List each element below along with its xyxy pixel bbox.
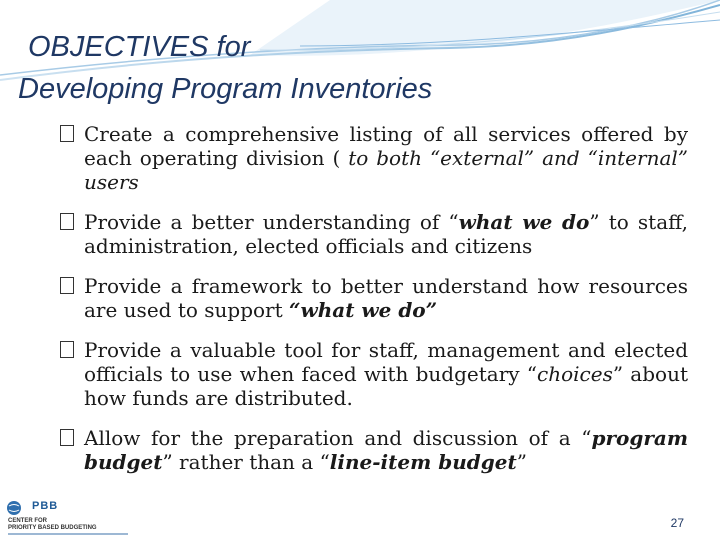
objective-item <box>60 210 688 258</box>
pbb-logo <box>4 498 144 538</box>
objective-text-segment: line-item budget <box>329 450 517 474</box>
objective-text-segment: what we do <box>458 210 590 234</box>
objectives-list <box>60 122 688 490</box>
objective-text-segment: choices <box>537 362 613 386</box>
objective-text-segment: Provide a framework to better understand how resources are used to support <box>84 274 688 322</box>
objective-text-segment: Allow for the preparation and discussion of a “ <box>84 426 592 450</box>
objective-text-segment: ” about how funds are distributed. <box>84 362 688 410</box>
slide-title <box>18 26 432 110</box>
objective-text-segment: Provide a valuable tool for staff, management and elected officials to use when faced with budgetary “ <box>84 338 688 386</box>
objective-item <box>60 426 688 474</box>
objective-item <box>60 274 688 322</box>
bullet-marker-icon <box>60 213 74 230</box>
objective-text-segment: ” <box>516 450 527 474</box>
objective-text-segment: to both “external” and “internal” users <box>84 146 688 194</box>
objective-item <box>60 338 688 410</box>
objective-text-segment: Provide a better understanding of “ <box>84 210 459 234</box>
logo-tagline-bar <box>8 533 128 535</box>
logo-abbr: PBB <box>32 500 59 512</box>
title-line-2: Developing Program Inventories <box>18 73 433 105</box>
title-line-1: OBJECTIVES for <box>28 31 251 63</box>
bullet-marker-icon <box>60 277 74 294</box>
objective-item <box>60 122 688 194</box>
objective-text-segment: ” to staff, administration, elected officials and citizens <box>84 210 688 258</box>
bullet-marker-icon <box>60 341 74 358</box>
objective-text-segment: “what we do” <box>289 298 438 322</box>
bullet-marker-icon <box>60 429 74 446</box>
logo-name <box>8 518 97 532</box>
logo-name-line-1: CENTER FOR <box>8 518 47 524</box>
objective-text-segment: ” rather than a “ <box>162 450 330 474</box>
bullet-marker-icon <box>60 125 74 142</box>
globe-icon <box>6 500 26 516</box>
objective-text-segment: program budget <box>84 426 688 474</box>
page-number: 27 <box>670 516 684 530</box>
objective-text-segment: Create a comprehensive listing of all services offered by each operating division ( <box>84 122 688 170</box>
logo-name-line-2: PRIORITY BASED BUDGETING <box>8 525 97 531</box>
